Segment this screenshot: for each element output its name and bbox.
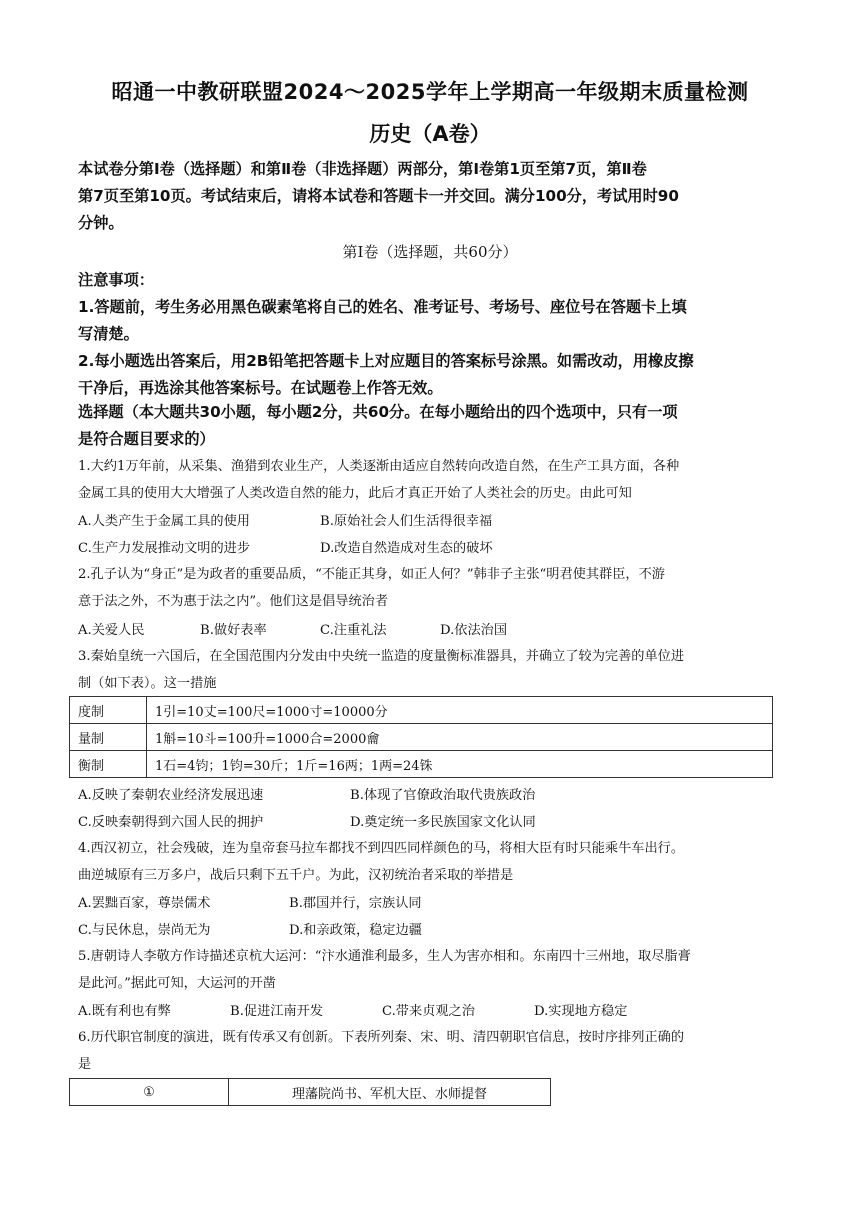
notes-heading: 注意事项： <box>78 271 154 289</box>
exam-title: 昭通一中教研联盟2024～2025学年上学期高一年级期末质量检测 <box>111 80 749 104</box>
question-line: 2.孔子认为“身正”是为政者的重要品质，“不能正其身，如正人何？”韩非子主张“明君使其群臣，不游 <box>78 567 665 582</box>
instruction-line: 是符合题目要求的） <box>78 430 215 448</box>
notes-line: 干净后，再选涂其他答案标号。在试题卷上作答无效。 <box>78 379 443 397</box>
table-row <box>70 724 773 751</box>
table-cell: 1引=10丈=100尺=1000寸=10000分 <box>147 697 773 724</box>
question-line: 是 <box>78 1057 92 1072</box>
notes-line: 2.每小题选出答案后，用2B铅笔把答题卡上对应题目的答案标号涂黑。如需改动，用橡皮擦 <box>78 352 694 370</box>
intro-paragraph <box>78 156 784 237</box>
table-cell: 衡制 <box>70 751 147 778</box>
measures-table <box>69 696 773 778</box>
table-cell: 1斛=10斗=100升=1000合=2000龠 <box>147 724 773 751</box>
option-d[interactable]: D.实现地方稳定 <box>534 1004 628 1019</box>
question-6-stem <box>78 1024 786 1078</box>
instruction-line: 选择题（本大题共30小题，每小题2分，共60分。在每小题给出的四个选项中，只有一项 <box>78 403 678 421</box>
instruction-block <box>78 399 784 453</box>
option-a[interactable]: A.人类产生于金属工具的使用 <box>78 514 250 529</box>
table-cell: 理藩院尚书、军机大臣、水师提督 <box>229 1079 551 1106</box>
option-a[interactable]: A.既有利也有弊 <box>78 1004 171 1019</box>
option-c[interactable]: C.生产力发展推动文明的进步 <box>78 541 251 556</box>
option-b[interactable]: B.促进江南开发 <box>230 1004 324 1019</box>
notes-line: 1.答题前，考生务必用黑色碳素笔将自己的姓名、准考证号、考场号、座位号在答题卡上填 <box>78 298 687 316</box>
option-c[interactable]: C.与民休息，崇尚无为 <box>78 923 211 938</box>
question-4-stem <box>78 835 786 889</box>
option-c[interactable]: C.注重礼法 <box>320 623 387 638</box>
option-d[interactable]: D.改造自然造成对生态的破坏 <box>320 541 493 556</box>
question-line: 4.西汉初立，社会残破，连为皇帝套马拉车都找不到四匹同样颜色的马，将相大臣有时只能乘牛车出行。 <box>78 841 685 856</box>
notes-block <box>78 267 784 402</box>
option-a[interactable]: A.罢黜百家，尊崇儒术 <box>78 896 211 911</box>
question-line: 曲逆城原有三万多户，战后只剩下五千户。为此，汉初统治者采取的举措是 <box>78 868 514 883</box>
exam-subtitle: 历史（A卷） <box>369 122 491 146</box>
section-heading: 第Ⅰ卷（选择题，共60分） <box>342 243 518 261</box>
option-c[interactable]: C.带来贞观之治 <box>382 1004 475 1019</box>
question-3-stem <box>78 643 786 697</box>
option-b[interactable]: B.郡国并行，宗族认同 <box>289 896 422 911</box>
notes-line: 写清楚。 <box>78 325 139 343</box>
table-row <box>70 697 773 724</box>
question-5-stem <box>78 943 786 997</box>
question-line: 意于法之外，不为惠于法之内”。他们这是倡导统治者 <box>78 594 389 609</box>
option-b[interactable]: B.做好表率 <box>200 623 267 638</box>
option-d[interactable]: D.依法治国 <box>440 623 508 638</box>
table-cell: 度制 <box>70 697 147 724</box>
option-b[interactable]: B.原始社会人们生活得很幸福 <box>320 514 493 529</box>
option-d[interactable]: D.和亲政策，稳定边疆 <box>289 923 422 938</box>
table-row <box>70 1079 551 1106</box>
question-line: 3.秦始皇统一六国后，在全国范围内分发由中央统一监造的度量衡标准器具，并确立了较为完善的单位进 <box>78 649 685 664</box>
option-a[interactable]: A.反映了秦朝农业经济发展迅速 <box>78 788 264 803</box>
question-line: 1.大约1万年前，从采集、渔猎到农业生产，人类逐渐由适应自然转向改造自然，在生产工具方面，各种 <box>78 459 680 474</box>
question-line: 5.唐朝诗人李敬方作诗描述京杭大运河：“汴水通淮利最多，生人为害亦相和。东南四十三州地，取尽脂膏 <box>78 949 691 964</box>
table-cell: ① <box>70 1079 229 1106</box>
question-line: 制（如下表）。这一措施 <box>78 676 217 691</box>
question-2-stem <box>78 561 786 615</box>
option-b[interactable]: B.体现了官僚政治取代贵族政治 <box>350 788 536 803</box>
question-line: 金属工具的使用大大增强了人类改造自然的能力，此后才真正开始了人类社会的历史。由此可知 <box>78 486 632 501</box>
table-cell: 量制 <box>70 724 147 751</box>
option-c[interactable]: C.反映秦朝得到六国人民的拥护 <box>78 815 264 830</box>
option-d[interactable]: D.奠定统一多民族国家文化认同 <box>350 815 536 830</box>
officials-table <box>69 1078 551 1106</box>
question-line: 是此河。”据此可知，大运河的开凿 <box>78 976 276 991</box>
table-cell: 1石=4钧；1钧=30斤；1斤=16两；1两=24铢 <box>147 751 773 778</box>
table-row <box>70 751 773 778</box>
intro-line: 第7页至第10页。考试结束后，请将本试卷和答题卡一并交回。满分100分，考试用时90 <box>78 187 679 205</box>
intro-line: 本试卷分第Ⅰ卷（选择题）和第Ⅱ卷（非选择题）两部分，第Ⅰ卷第1页至第7页，第Ⅱ卷 <box>78 160 647 178</box>
question-1-stem <box>78 453 786 507</box>
question-line: 6.历代职官制度的演进，既有传承又有创新。下表所列秦、宋、明、清四朝职官信息，按时序排列正确的 <box>78 1030 685 1045</box>
option-a[interactable]: A.关爱人民 <box>78 623 145 638</box>
intro-line: 分钟。 <box>78 214 124 232</box>
